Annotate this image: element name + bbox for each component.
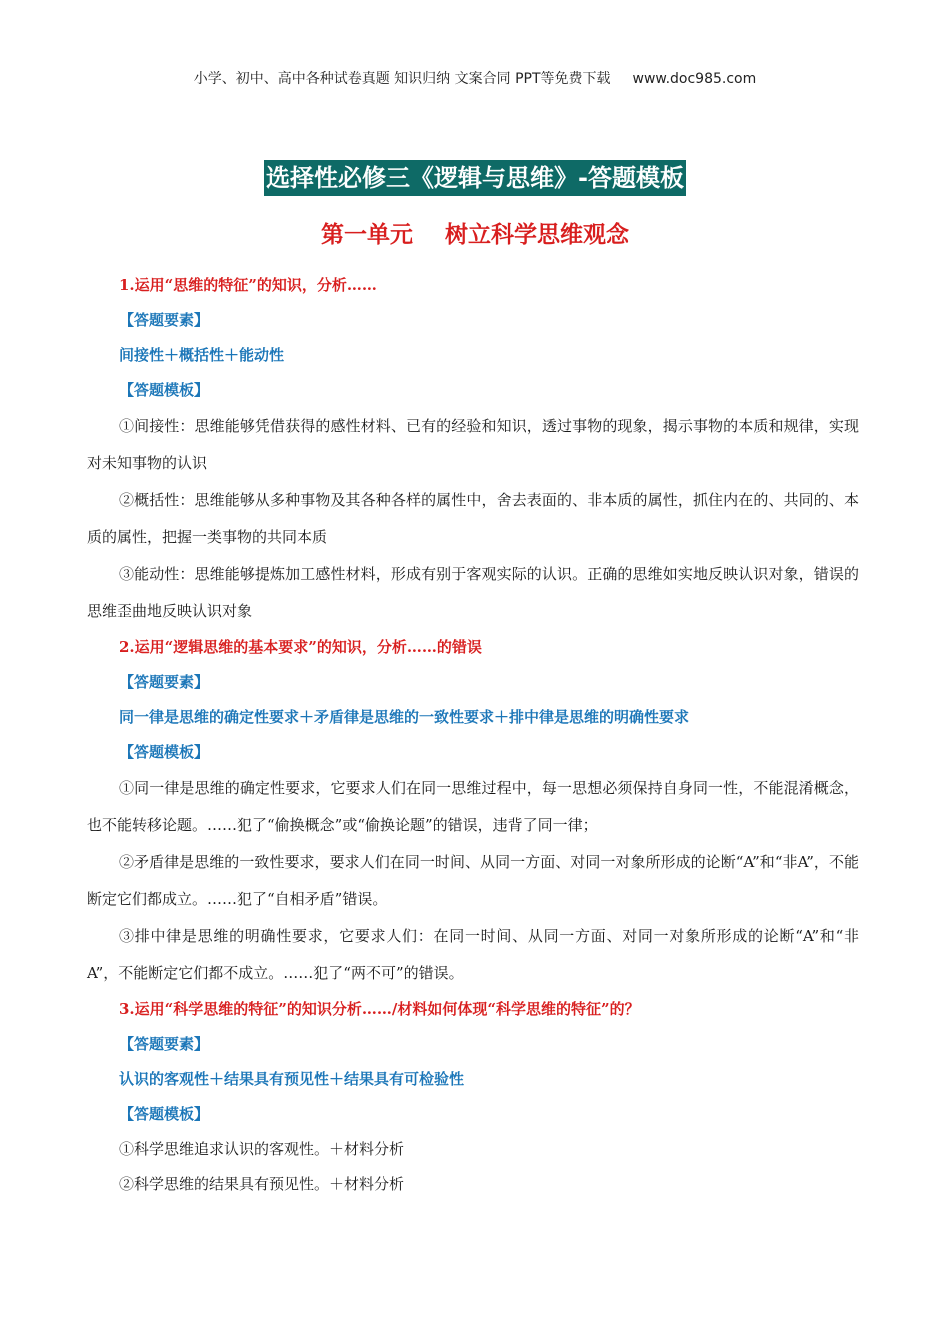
document-body bbox=[87, 268, 859, 1202]
header-url[interactable]: www.doc985.com bbox=[632, 71, 757, 87]
document-title: 选择性必修三《逻辑与思维》-答题模板 bbox=[264, 160, 686, 196]
template-item: ③排中律是思维的明确性要求，它要求人们：在同一时间、从同一方面、对同一对象所形成的论断“A”和“非 A”，不能断定它们都不成立。……犯了“两不可”的错误。 bbox=[87, 927, 859, 982]
section bbox=[87, 992, 859, 1202]
template-tag: 【答题模板】 bbox=[119, 381, 210, 399]
template-item: ③能动性：思维能够提炼加工感性材料，形成有别于客观实际的认识。正确的思维如实地反映认识对象，错误的思维歪曲地反映认识对象 bbox=[87, 565, 859, 620]
template-tag: 【答题模板】 bbox=[119, 1105, 210, 1123]
section bbox=[87, 268, 859, 630]
section-question: 1.运用“思维的特征”的知识，分析…… bbox=[119, 276, 377, 294]
template-item: ①科学思维追求认识的客观性。＋材料分析 bbox=[119, 1140, 405, 1158]
elements-text: 同一律是思维的确定性要求＋矛盾律是思维的一致性要求＋排中律是思维的明确性要求 bbox=[119, 708, 690, 726]
elements-tag: 【答题要素】 bbox=[119, 673, 210, 691]
header-text: 小学、初中、高中各种试卷真题 知识归纳 文案合同 PPT等免费下载 bbox=[193, 71, 611, 87]
title-wrap bbox=[0, 160, 950, 196]
template-item: ②矛盾律是思维的一致性要求，要求人们在同一时间、从同一方面、对同一对象所形成的论断“A”和“非A”，不能断定它们都成立。……犯了“自相矛盾”错误。 bbox=[87, 853, 859, 908]
section-question: 3.运用“科学思维的特征”的知识分析……/材料如何体现“科学思维的特征”的？ bbox=[119, 1000, 640, 1018]
elements-tag: 【答题要素】 bbox=[119, 1035, 210, 1053]
template-item: ①同一律是思维的确定性要求，它要求人们在同一思维过程中，每一思想必须保持自身同一性，不能混淆概念，也不能转移论题。……犯了“偷换概念”或“偷换论题”的错误，违背了同一律； bbox=[87, 779, 859, 834]
page-header bbox=[0, 68, 950, 88]
template-tag: 【答题模板】 bbox=[119, 743, 210, 761]
section bbox=[87, 630, 859, 992]
template-item: ②概括性：思维能够从多种事物及其各种各样的属性中，舍去表面的、非本质的属性，抓住内在的、共同的、本质的属性，把握一类事物的共同本质 bbox=[87, 491, 859, 546]
template-item: ②科学思维的结果具有预见性。＋材料分析 bbox=[119, 1175, 405, 1193]
elements-text: 认识的客观性＋结果具有预见性＋结果具有可检验性 bbox=[119, 1070, 465, 1088]
template-item: ①间接性：思维能够凭借获得的感性材料、已有的经验和知识，透过事物的现象，揭示事物的本质和规律，实现对未知事物的认识 bbox=[87, 417, 859, 472]
elements-text: 间接性＋概括性＋能动性 bbox=[119, 346, 285, 364]
unit-title: 第一单元 树立科学思维观念 bbox=[320, 222, 630, 248]
elements-tag: 【答题要素】 bbox=[119, 311, 210, 329]
section-question: 2.运用“逻辑思维的基本要求”的知识，分析……的错误 bbox=[119, 638, 482, 656]
